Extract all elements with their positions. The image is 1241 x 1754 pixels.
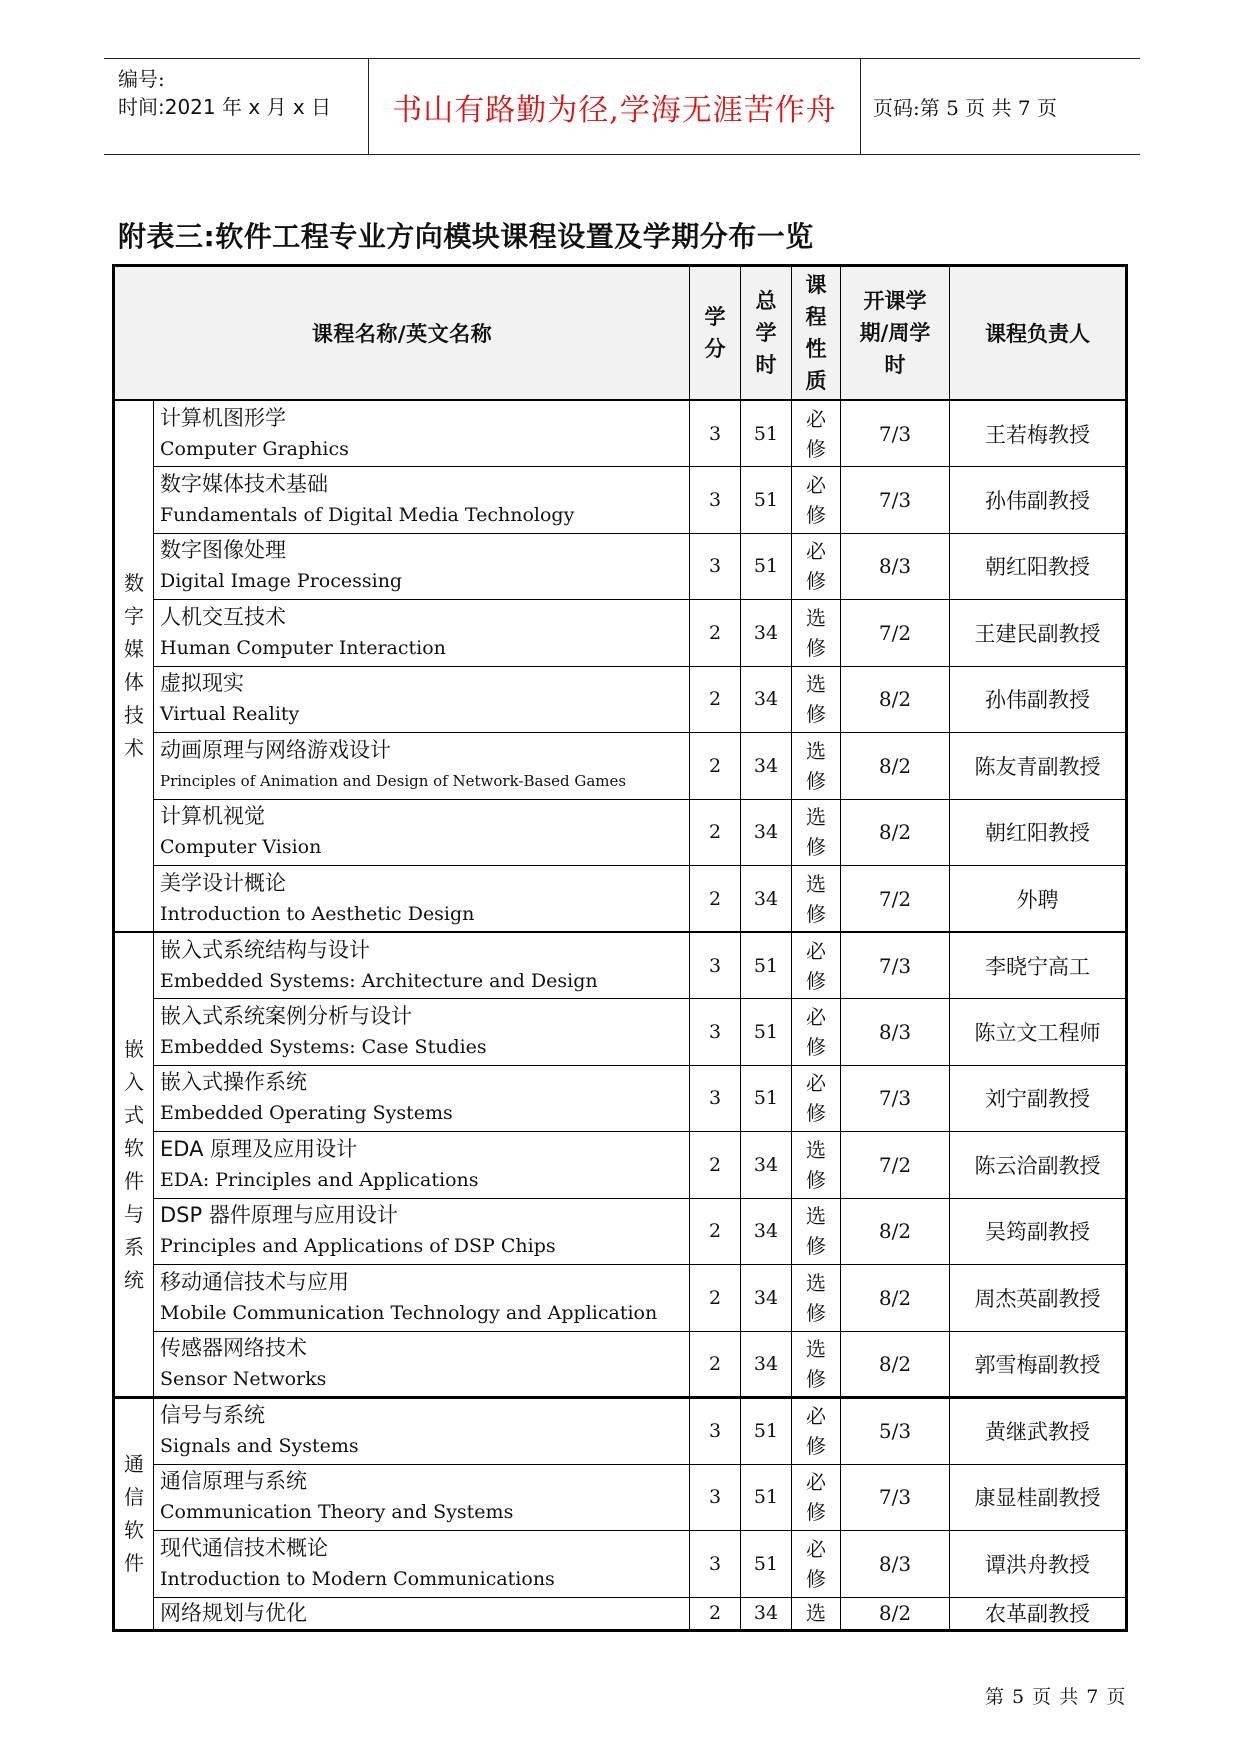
type-text: 选: [806, 1601, 827, 1625]
col-header-term: [841, 266, 950, 401]
course-name-en: Communication Theory and Systems: [160, 1501, 514, 1524]
type-cell: [792, 799, 841, 866]
type-text: 选修: [806, 1204, 827, 1259]
course-name-cn: 嵌入式系统案例分析与设计: [160, 1003, 412, 1028]
course-name-cn: 网络规划与优化: [160, 1600, 307, 1625]
owner-cell: 朝红阳教授: [950, 533, 1127, 600]
owner-cell: 孙伟副教授: [950, 666, 1127, 733]
term-cell: 8/2: [841, 1597, 950, 1630]
course-name-cell: [154, 1331, 690, 1398]
table-row: [114, 467, 1127, 534]
term-cell: 7/2: [841, 600, 950, 667]
hours-cell: 34: [741, 1198, 792, 1265]
col-header-hours: [741, 266, 792, 401]
table-row: [114, 1464, 1127, 1531]
credit-cell: 3: [690, 999, 741, 1066]
course-name-cn: 人机交互技术: [160, 604, 286, 629]
header-number-label: 编号:: [118, 67, 165, 91]
hours-cell: 34: [741, 1331, 792, 1398]
page-footer: 第 5 页 共 7 页: [985, 1686, 1127, 1708]
course-name-cn: 传感器网络技术: [160, 1335, 307, 1360]
type-text: 选修: [806, 1336, 827, 1391]
term-cell: 8/2: [841, 1265, 950, 1332]
course-name-cell: [154, 467, 690, 534]
owner-cell: 康显桂副教授: [950, 1464, 1127, 1531]
hours-cell: 51: [741, 932, 792, 999]
type-text: 必修: [806, 1470, 827, 1525]
course-name-cn: 计算机图形学: [160, 405, 286, 430]
course-name-en: EDA: Principles and Applications: [160, 1168, 479, 1191]
credit-cell: 2: [690, 666, 741, 733]
credit-cell: 2: [690, 600, 741, 667]
owner-cell: 外聘: [950, 866, 1127, 933]
course-name-cell: [154, 999, 690, 1066]
table-row: [114, 666, 1127, 733]
owner-cell: 王若梅教授: [950, 400, 1127, 467]
table-row: [114, 1331, 1127, 1398]
col-header-name: 课程名称/英文名称: [114, 266, 690, 401]
course-name-cn: 数字图像处理: [160, 538, 286, 563]
term-cell: 8/2: [841, 799, 950, 866]
type-text: 必修: [806, 1536, 827, 1591]
course-name-cn: 嵌入式操作系统: [160, 1070, 307, 1095]
type-text: 必修: [806, 406, 827, 461]
hours-cell: 51: [741, 1531, 792, 1598]
hours-cell: 51: [741, 999, 792, 1066]
course-name-cell: [154, 1132, 690, 1199]
table-row: [114, 799, 1127, 866]
type-cell: [792, 600, 841, 667]
table-row: [114, 1132, 1127, 1199]
credit-cell: 2: [690, 1265, 741, 1332]
credit-cell: 2: [690, 1198, 741, 1265]
term-cell: 7/3: [841, 1065, 950, 1132]
term-cell: 8/2: [841, 666, 950, 733]
type-text: 必修: [806, 938, 827, 993]
term-cell: 7/2: [841, 866, 950, 933]
table-row: [114, 1198, 1127, 1265]
course-name-cell: [154, 1065, 690, 1132]
type-cell: [792, 400, 841, 467]
course-name-cn: 数字媒体技术基础: [160, 471, 328, 496]
type-cell: [792, 1597, 841, 1630]
type-cell: [792, 533, 841, 600]
credit-cell: 3: [690, 1464, 741, 1531]
hours-cell: 34: [741, 600, 792, 667]
hours-cell: 51: [741, 1398, 792, 1465]
hours-cell: 51: [741, 533, 792, 600]
course-name-cn: 通信原理与系统: [160, 1469, 307, 1494]
credit-cell: 2: [690, 1132, 741, 1199]
course-name-en: Virtual Reality: [160, 703, 300, 726]
course-name-cell: [154, 1198, 690, 1265]
credit-cell: 2: [690, 866, 741, 933]
type-cell: [792, 1265, 841, 1332]
header-motto-cell: [369, 59, 861, 154]
type-cell: [792, 733, 841, 800]
group-label-cell: [114, 1398, 154, 1631]
type-text: 必修: [806, 472, 827, 527]
course-name-cn: 计算机视觉: [160, 804, 265, 829]
header-page-info: 页码:第 5 页 共 7 页: [873, 96, 1057, 120]
hours-cell: 34: [741, 866, 792, 933]
course-table: [112, 264, 1128, 1632]
credit-cell: 3: [690, 1398, 741, 1465]
table-row: [114, 999, 1127, 1066]
course-name-en: Introduction to Modern Communications: [160, 1567, 555, 1590]
course-name-cell: [154, 932, 690, 999]
table-row: [114, 1531, 1127, 1598]
term-cell: 8/2: [841, 1331, 950, 1398]
course-name-cn: 嵌入式系统结构与设计: [160, 937, 370, 962]
credit-cell: 3: [690, 1065, 741, 1132]
term-cell: 7/3: [841, 1464, 950, 1531]
course-name-en: Embedded Operating Systems: [160, 1102, 453, 1125]
type-text: 选修: [806, 738, 827, 793]
header-page-cell: [861, 59, 1140, 154]
hours-cell: 51: [741, 467, 792, 534]
table-row: [114, 533, 1127, 600]
table-row: [114, 733, 1127, 800]
credit-cell: 2: [690, 799, 741, 866]
course-name-cn: DSP 器件原理与应用设计: [160, 1203, 398, 1228]
col-header-hours-text: 总学时: [755, 289, 777, 377]
group-label: 通信软件: [124, 1451, 144, 1575]
owner-cell: 黄继武教授: [950, 1398, 1127, 1465]
course-name-en: Fundamentals of Digital Media Technology: [160, 503, 575, 526]
type-text: 选修: [806, 805, 827, 860]
owner-cell: 孙伟副教授: [950, 467, 1127, 534]
course-name-cn: 移动通信技术与应用: [160, 1269, 349, 1294]
hours-cell: 51: [741, 400, 792, 467]
type-cell: [792, 999, 841, 1066]
term-cell: 7/3: [841, 400, 950, 467]
col-header-type: [792, 266, 841, 401]
table-row: [114, 932, 1127, 999]
col-header-owner: 课程负责人: [950, 266, 1127, 401]
type-cell: [792, 1531, 841, 1598]
owner-cell: 李晓宁高工: [950, 932, 1127, 999]
course-name-cell: [154, 600, 690, 667]
course-name-en: Signals and Systems: [160, 1435, 359, 1458]
type-cell: [792, 866, 841, 933]
course-name-en: Computer Graphics: [160, 437, 349, 460]
group-label-cell: [114, 932, 154, 1398]
course-name-en: Human Computer Interaction: [160, 636, 446, 659]
credit-cell: 3: [690, 1531, 741, 1598]
type-cell: [792, 1398, 841, 1465]
course-name-cell: [154, 733, 690, 800]
table-row: [114, 600, 1127, 667]
course-name-en: Principles and Applications of DSP Chips: [160, 1235, 556, 1258]
course-name-en: Principles of Animation and Design of Network-Based Games: [160, 771, 627, 790]
col-header-term-text: 开课学期/周学时: [859, 289, 931, 377]
type-text: 必修: [806, 1404, 827, 1459]
course-name-en: Mobile Communication Technology and Application: [160, 1301, 658, 1324]
course-name-cn: EDA 原理及应用设计: [160, 1136, 358, 1161]
hours-cell: 34: [741, 1265, 792, 1332]
table-row: [114, 866, 1127, 933]
owner-cell: 陈立文工程师: [950, 999, 1127, 1066]
header-time-label: 时间:2021 年 x 月 x 日: [118, 95, 332, 119]
type-text: 必修: [806, 539, 827, 594]
course-name-en: Embedded Systems: Case Studies: [160, 1035, 487, 1058]
course-name-cn: 信号与系统: [160, 1403, 265, 1428]
table-row: [114, 1398, 1127, 1465]
type-cell: [792, 467, 841, 534]
table-row: [114, 1597, 1127, 1630]
hours-cell: 34: [741, 666, 792, 733]
type-text: 选修: [806, 871, 827, 926]
table-row: [114, 400, 1127, 467]
owner-cell: 谭洪舟教授: [950, 1531, 1127, 1598]
term-cell: 7/3: [841, 932, 950, 999]
course-name-cn: 美学设计概论: [160, 870, 286, 895]
term-cell: 8/2: [841, 1198, 950, 1265]
group-embedded: [114, 932, 1127, 1398]
term-cell: 8/2: [841, 733, 950, 800]
type-text: 选修: [806, 1137, 827, 1192]
owner-cell: 王建民副教授: [950, 600, 1127, 667]
type-cell: [792, 1132, 841, 1199]
credit-cell: 3: [690, 932, 741, 999]
course-name-en: Introduction to Aesthetic Design: [160, 902, 475, 925]
hours-cell: 34: [741, 733, 792, 800]
type-cell: [792, 666, 841, 733]
type-text: 选修: [806, 672, 827, 727]
course-name-en: Embedded Systems: Architecture and Design: [160, 969, 598, 992]
course-name-cell: [154, 866, 690, 933]
owner-cell: 陈友青副教授: [950, 733, 1127, 800]
credit-cell: 2: [690, 1331, 741, 1398]
credit-cell: 2: [690, 1597, 741, 1630]
type-cell: [792, 1331, 841, 1398]
col-header-credit: [690, 266, 741, 401]
owner-cell: 朝红阳教授: [950, 799, 1127, 866]
col-header-type-text: 课程性质: [805, 273, 827, 393]
course-name-cell: [154, 1597, 690, 1630]
term-cell: 7/3: [841, 467, 950, 534]
table-row: [114, 1065, 1127, 1132]
course-name-cell: [154, 799, 690, 866]
course-name-cell: [154, 533, 690, 600]
credit-cell: 3: [690, 400, 741, 467]
credit-cell: 2: [690, 733, 741, 800]
course-name-cn: 现代通信技术概论: [160, 1535, 328, 1560]
page-header: [104, 58, 1140, 155]
hours-cell: 34: [741, 1132, 792, 1199]
owner-cell: 刘宁副教授: [950, 1065, 1127, 1132]
course-name-cn: 虚拟现实: [160, 671, 244, 696]
course-name-cell: [154, 400, 690, 467]
course-name-cell: [154, 1265, 690, 1332]
hours-cell: 34: [741, 799, 792, 866]
course-name-cell: [154, 1398, 690, 1465]
course-name-cn: 动画原理与网络游戏设计: [160, 737, 391, 762]
term-cell: 8/3: [841, 1531, 950, 1598]
term-cell: 7/2: [841, 1132, 950, 1199]
credit-cell: 3: [690, 467, 741, 534]
owner-cell: 吴筠副教授: [950, 1198, 1127, 1265]
course-name-cell: [154, 666, 690, 733]
group-label: 嵌入式软件与系统: [124, 1036, 144, 1292]
course-name-en: Sensor Networks: [160, 1367, 327, 1390]
course-name-cell: [154, 1464, 690, 1531]
group-label: 数字媒体技术: [124, 571, 144, 760]
group-digital-media: [114, 400, 1127, 932]
type-text: 必修: [806, 1004, 827, 1059]
hours-cell: 51: [741, 1065, 792, 1132]
type-cell: [792, 1065, 841, 1132]
col-header-credit-text: 学分: [704, 305, 726, 361]
type-text: 选修: [806, 1270, 827, 1325]
term-cell: 5/3: [841, 1398, 950, 1465]
type-text: 选修: [806, 605, 827, 660]
owner-cell: 陈云洽副教授: [950, 1132, 1127, 1199]
type-cell: [792, 1198, 841, 1265]
credit-cell: 3: [690, 533, 741, 600]
hours-cell: 34: [741, 1597, 792, 1630]
course-name-cell: [154, 1531, 690, 1598]
table-header-row: [114, 266, 1127, 401]
owner-cell: 郭雪梅副教授: [950, 1331, 1127, 1398]
type-cell: [792, 1464, 841, 1531]
term-cell: 8/3: [841, 999, 950, 1066]
type-cell: [792, 932, 841, 999]
page-title: 附表三:软件工程专业方向模块课程设置及学期分布一览: [118, 220, 814, 253]
course-name-en: Computer Vision: [160, 836, 322, 859]
header-meta: [104, 59, 369, 154]
owner-cell: 农革副教授: [950, 1597, 1127, 1630]
group-label-cell: [114, 400, 154, 932]
group-communication: [114, 1398, 1127, 1631]
course-name-en: Digital Image Processing: [160, 570, 403, 593]
hours-cell: 51: [741, 1464, 792, 1531]
table-row: [114, 1265, 1127, 1332]
header-motto: 书山有路勤为径,学海无涯苦作舟: [392, 92, 837, 128]
type-text: 必修: [806, 1071, 827, 1126]
term-cell: 8/3: [841, 533, 950, 600]
owner-cell: 周杰英副教授: [950, 1265, 1127, 1332]
